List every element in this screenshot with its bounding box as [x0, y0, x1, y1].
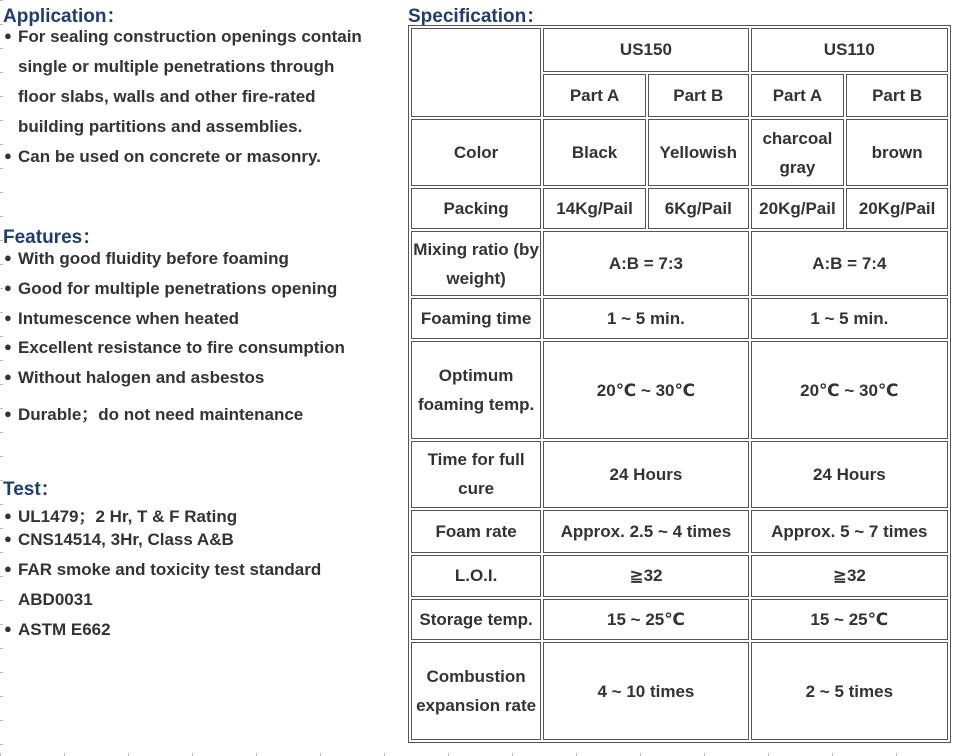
- row-label: Foaming time: [411, 298, 541, 340]
- table-cell: 6Kg/Pail: [648, 188, 749, 230]
- table-cell: 2 ~ 5 times: [751, 642, 948, 740]
- bullet-icon: ●: [4, 28, 12, 43]
- table-cell: 4 ~ 10 times: [543, 642, 748, 740]
- feature-item: ● Excellent resistance to fire consumption: [4, 338, 345, 357]
- part-header: Part B: [846, 74, 948, 118]
- table-cell: 15 ~ 25℃: [543, 599, 748, 641]
- table-row: [411, 510, 948, 554]
- application-title: Application：: [3, 6, 126, 27]
- table-row: [411, 642, 948, 740]
- table-cell: 1 ~ 5 min.: [543, 298, 748, 340]
- row-label: L.O.I.: [411, 555, 541, 597]
- table-cell: Approx. 2.5 ~ 4 times: [543, 510, 748, 554]
- table-cell: 24 Hours: [543, 441, 748, 508]
- row-label: Foam rate: [411, 510, 541, 554]
- table-row: [411, 119, 948, 186]
- part-header: Part A: [751, 74, 845, 118]
- bullet-icon: ●: [4, 339, 12, 354]
- bullet-icon: ●: [4, 406, 12, 421]
- table-cell: Black: [543, 119, 646, 186]
- table-cell: 20℃ ~ 30℃: [751, 341, 948, 439]
- feature-item: ● Durable；do not need maintenance: [4, 405, 304, 424]
- bullet-icon: ●: [4, 531, 12, 546]
- test-item: ● CNS14514, 3Hr, Class A&B: [4, 530, 234, 549]
- table-cell: Approx. 5 ~ 7 times: [751, 510, 948, 554]
- row-label: Combustion expansion rate: [411, 642, 541, 740]
- application-item-cont: building partitions and assemblies.: [18, 117, 303, 136]
- test-item: ● UL1479；2 Hr, T & F Rating: [4, 507, 238, 526]
- table-cell: 15 ~ 25℃: [751, 599, 948, 641]
- bullet-icon: ●: [4, 508, 12, 523]
- table-cell: A:B = 7:4: [751, 231, 948, 295]
- specification-table: [408, 25, 951, 743]
- table-cell: 14Kg/Pail: [543, 188, 646, 230]
- table-cell: A:B = 7:3: [543, 231, 748, 295]
- bullet-icon: ●: [4, 280, 12, 295]
- features-title: Features：: [3, 227, 102, 248]
- table-row: [411, 188, 948, 230]
- table-cell: Yellowish: [648, 119, 749, 186]
- table-cell: 24 Hours: [751, 441, 948, 508]
- row-label: Time for full cure: [411, 441, 541, 508]
- feature-item: ● Intumescence when heated: [4, 309, 240, 328]
- bullet-icon: ●: [4, 561, 12, 576]
- bullet-icon: ●: [4, 369, 12, 384]
- table-cell: 1 ~ 5 min.: [751, 298, 948, 340]
- product-header: US110: [751, 28, 948, 72]
- row-label: Storage temp.: [411, 599, 541, 641]
- application-item: ● Can be used on concrete or masonry.: [4, 147, 321, 166]
- table-cell: charcoal gray: [751, 119, 845, 186]
- bullet-icon: ●: [4, 148, 12, 163]
- bullet-icon: ●: [4, 310, 12, 325]
- table-cell: 20Kg/Pail: [751, 188, 845, 230]
- table-row: [411, 555, 948, 597]
- bullet-icon: ●: [4, 621, 12, 636]
- feature-item: ● Good for multiple penetrations opening: [4, 279, 338, 298]
- application-item-cont: floor slabs, walls and other fire-rated: [18, 87, 316, 106]
- row-label: Packing: [411, 188, 541, 230]
- row-label: Optimum foaming temp.: [411, 341, 541, 439]
- table-row: [411, 441, 948, 508]
- test-item: ● ASTM E662: [4, 620, 111, 639]
- table-cell: brown: [846, 119, 948, 186]
- row-label: Mixing ratio (by weight): [411, 231, 541, 295]
- table-row: [411, 231, 948, 295]
- table-row: [411, 341, 948, 439]
- part-header: Part B: [648, 74, 749, 118]
- table-row: [411, 298, 948, 340]
- test-item-cont: ABD0031: [18, 590, 93, 609]
- table-row: [411, 599, 948, 641]
- application-item: ● For sealing construction openings contain: [4, 27, 362, 46]
- product-header: US150: [543, 28, 748, 72]
- table-cell: ≧32: [751, 555, 948, 597]
- application-item-cont: single or multiple penetrations through: [18, 57, 335, 76]
- feature-item: ● With good fluidity before foaming: [4, 249, 289, 268]
- empty-header-cell: [411, 28, 541, 117]
- table-cell: ≧32: [543, 555, 748, 597]
- specification-title: Specification：: [408, 6, 546, 27]
- table-cell: 20℃ ~ 30℃: [543, 341, 748, 439]
- test-title: Test：: [3, 479, 60, 500]
- table-cell: 20Kg/Pail: [846, 188, 948, 230]
- left-dotted-border: [0, 0, 3, 756]
- part-header: Part A: [543, 74, 646, 118]
- row-label: Color: [411, 119, 541, 186]
- test-item: ● FAR smoke and toxicity test standard: [4, 560, 322, 579]
- bullet-icon: ●: [4, 250, 12, 265]
- table-row: [411, 28, 948, 72]
- feature-item: ● Without halogen and asbestos: [4, 368, 265, 387]
